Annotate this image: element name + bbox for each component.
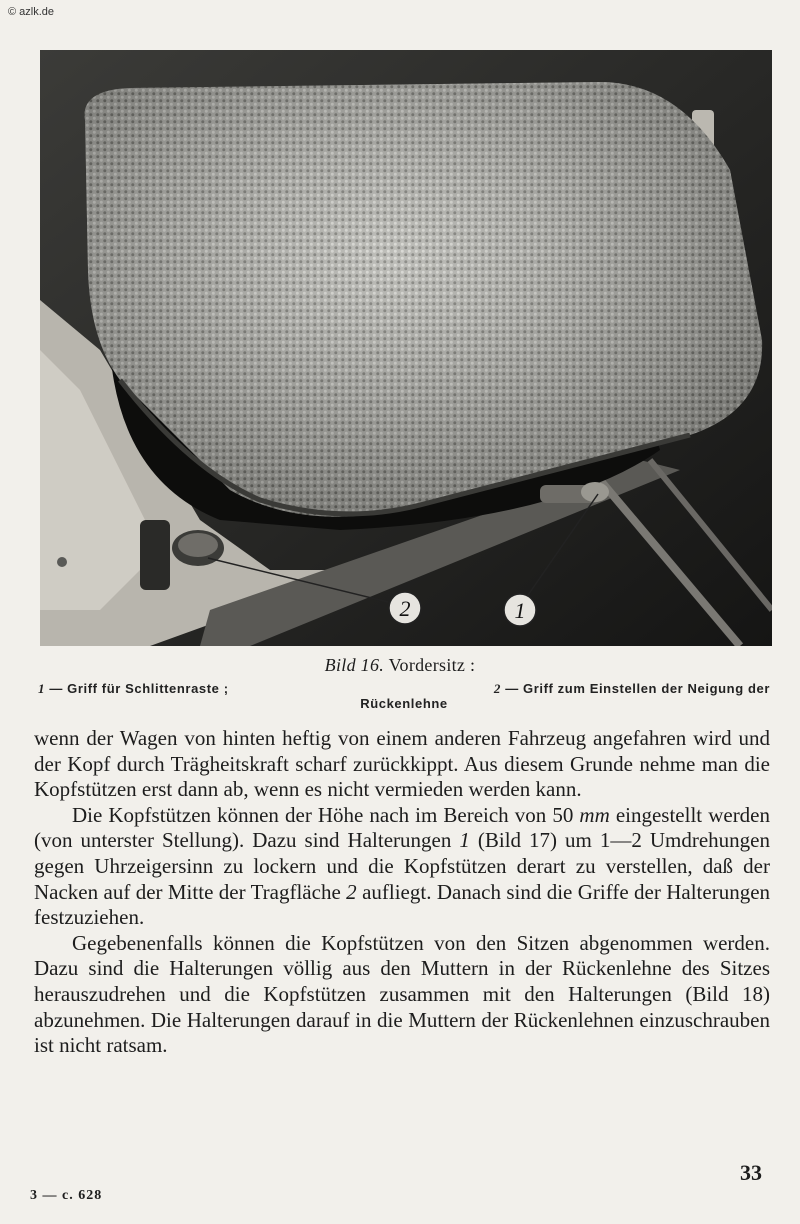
p2-part-c: (Bild 17) um 1—2 Umdrehungen gegen Uhrzeigersinn zu lockern und die Kopfstützen derart zu verstellen, daß der Nacken auf der Mitte der Tragfläche xyxy=(34,828,771,904)
printer-signature: 3 — с. 628 xyxy=(30,1188,103,1203)
legend-2-text: — Griff zum Einstellen der Neigung der xyxy=(505,681,770,696)
p2-part-a: Die Kopfstützen können der Höhe nach im Bereich von 50 xyxy=(72,802,574,827)
marker-2-label: 2 xyxy=(399,596,411,621)
legend-2-continuation: Rückenlehne xyxy=(360,696,448,711)
page-number: 33 xyxy=(740,1160,762,1185)
p2-ref-2: 2 xyxy=(346,879,357,904)
p2-part-d: aufliegt. Danach sind die Griffe der Halterungen festzuziehen. xyxy=(34,879,771,930)
figure-caption xyxy=(0,655,800,676)
seat-photo xyxy=(40,50,772,646)
marker-1-label: 1 xyxy=(514,598,526,623)
watermark: © azlk.de xyxy=(8,6,55,18)
paragraph-2 xyxy=(34,803,770,931)
legend-2-number: 2 xyxy=(493,681,501,696)
figure-title: Vordersitz : xyxy=(388,655,476,675)
body-text xyxy=(34,726,770,1059)
paragraph-1: wenn der Wagen von hinten heftig von einem anderen Fahrzeug angefahren wird und der Kopf durch Trägheitskraft scharf zurückkippt. Aus diesem Grunde nehme man die Kopfstützen erst dann ab, wenn es nicht vermieden werden kann. xyxy=(34,726,770,802)
figure-legend xyxy=(38,681,770,711)
backrest-tilt-handle xyxy=(540,482,609,503)
p2-ref-1: 1 xyxy=(459,828,470,853)
legend-1-text: — Griff für Schlittenraste ; xyxy=(49,681,229,696)
legend-1-number: 1 xyxy=(38,681,46,696)
figure-label: Bild 16. xyxy=(324,655,385,675)
legend-item-1 xyxy=(38,681,229,696)
paragraph-3: Gegebenenfalls können die Kopfstützen von den Sitzen abgenommen werden. Dazu sind die Halterungen völlig aus den Muttern in der Rückenlehne des Sitzes herauszudrehen und die Kopfstützen zusammen mit den Halterungen (Bild 18) abzunehmen. Die Halterungen darauf in die Muttern der Rückenlehnen einzuschrauben ist nicht ratsam. xyxy=(34,930,770,1058)
legend-item-2 xyxy=(494,681,770,696)
p2-part-b: eingestellt werden (von unterster Stellung). Dazu sind Halterungen xyxy=(34,802,771,853)
p2-unit: mm xyxy=(579,802,610,827)
